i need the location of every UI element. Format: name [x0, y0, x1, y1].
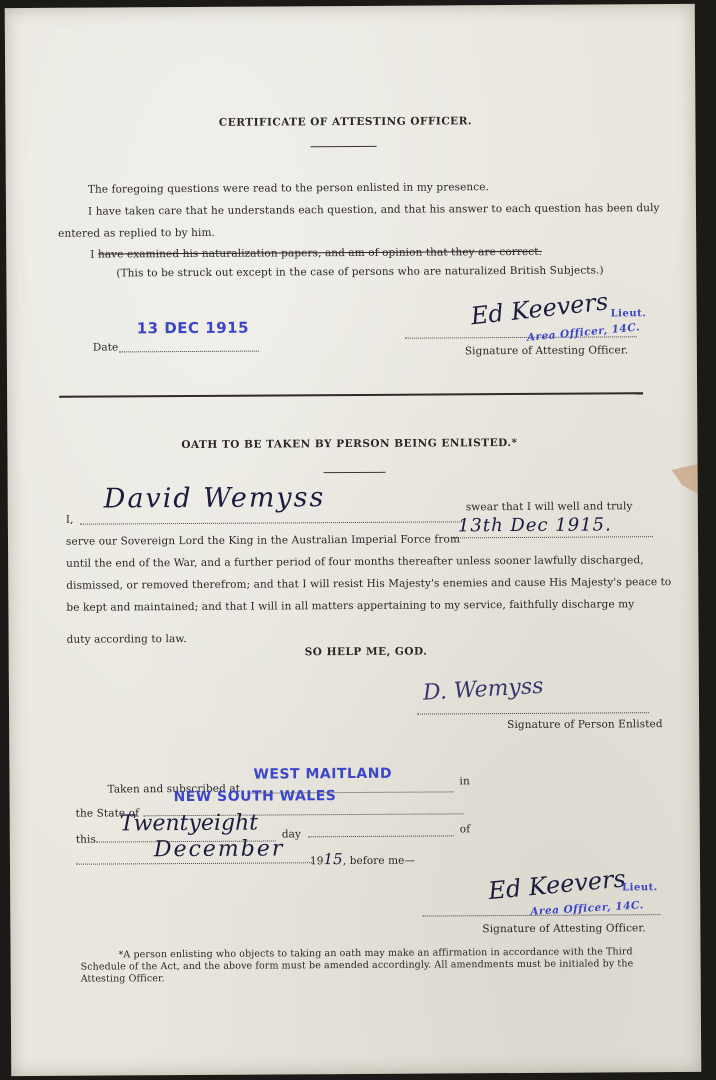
certificate-title: CERTIFICATE OF ATTESTING OFFICER.: [218, 115, 473, 129]
place-stamp: WEST MAITLAND: [253, 765, 393, 783]
officer-stamp-rank-bottom: Lieut.: [622, 882, 658, 894]
oath-title: OATH TO BE TAKEN BY PERSON BEING ENLISTED.*: [181, 436, 518, 452]
certificate-line-2b: entered as replied to by him.: [58, 226, 215, 240]
month-handwritten: December: [153, 836, 285, 863]
officer-stamp-area-top: Area Officer, 14C.: [526, 321, 641, 344]
oath-name-handwritten: David Wemyss: [103, 482, 326, 515]
year-line: [310, 850, 415, 869]
section-divider: [59, 392, 643, 398]
oath-line-3: until the end of the War, and a further period of four months thereafter unless sooner lawfully discharged,: [66, 554, 644, 570]
in-label: in: [459, 775, 470, 788]
month-dotted-line-1: [308, 835, 454, 837]
officer-signature-top: Ed Keevers: [469, 287, 610, 331]
officer-stamp-rank-top: Lieut.: [610, 308, 647, 320]
of-label: of: [459, 823, 471, 836]
before-me: , before me—: [342, 854, 416, 868]
footnote-line-2: Schedule of the Act, and the above form must be amended accordingly. All amendments must be initialed by the: [80, 958, 634, 973]
oath-line-6: duty according to law.: [66, 633, 187, 646]
day-handwritten: Twentyeight: [119, 810, 259, 837]
attestation-paper: [5, 4, 702, 1076]
this-label: this: [75, 833, 97, 846]
enlisted-signature-label: Signature of Person Enlisted: [507, 718, 663, 732]
officer-signature-label-top: Signature of Attesting Officer.: [464, 344, 629, 358]
certificate-line-1: The foregoing questions were read to the person enlisted in my presence.: [87, 181, 490, 196]
oath-line-2: serve our Sovereign Lord the King in the Australian Imperial Force from: [65, 533, 461, 548]
oath-name-dotted-line: [80, 521, 464, 524]
certificate-title-rule: [311, 146, 377, 147]
oath-i-label: I,: [65, 513, 74, 526]
oath-title-rule: [324, 472, 386, 473]
oath-from-dotted-line: [453, 536, 653, 538]
certificate-line-2a: I have taken care that he understands each question, and that his answer to each question has been duly: [87, 202, 660, 218]
year-handwritten: 15: [323, 850, 343, 869]
oath-so-help: SO HELP ME, GOD.: [304, 645, 428, 659]
oath-line-1-rest: swear that I will well and truly: [465, 500, 633, 514]
enlisted-signature-line: [417, 712, 649, 714]
oath-line-5: be kept and maintained; and that I will in all matters appertaining to my service, faithfully discharge my: [66, 598, 635, 614]
oath-line-4: dismissed, or removed therefrom; and that I will resist His Majesty's enemies and cause His Majesty's peace to: [66, 576, 672, 592]
state-label: the State of: [75, 807, 140, 820]
month-dotted-line-2: [76, 862, 312, 864]
certificate-line-4: (This to be struck out except in the case of persons who are naturalized British Subjects.): [116, 264, 604, 280]
certificate-line-3-struck: have examined his naturalization papers, and am of opinion that they are correct.: [97, 245, 543, 261]
state-stamp: NEW SOUTH WALES: [173, 788, 337, 806]
date-dotted-line: [119, 351, 259, 353]
officer-stamp-area-bottom: Area Officer, 14C.: [530, 899, 645, 918]
year-prefix: 19: [309, 855, 324, 868]
footnote-line-3: Attesting Officer.: [80, 973, 165, 985]
officer-signature-bottom: Ed Keevers: [487, 864, 627, 906]
officer-signature-label-bottom: Signature of Attesting Officer.: [482, 922, 646, 936]
day-label: day: [281, 828, 302, 841]
certificate-line-3-prefix: I: [90, 248, 98, 261]
certificate-line-3: [90, 246, 542, 261]
footnote-line-1: *A person enlisting who objects to taking an oath may make an affirmation in accordance with the Third: [118, 946, 633, 961]
torn-edge-mark: [672, 464, 698, 494]
date-label: Date: [92, 341, 119, 354]
enlisted-signature: D. Wemyss: [422, 673, 545, 706]
date-stamp: 13 DEC 1915: [136, 318, 250, 338]
taken-label: Taken and subscribed at: [107, 782, 241, 796]
oath-from-date-handwritten: 13th Dec 1915.: [457, 514, 612, 537]
